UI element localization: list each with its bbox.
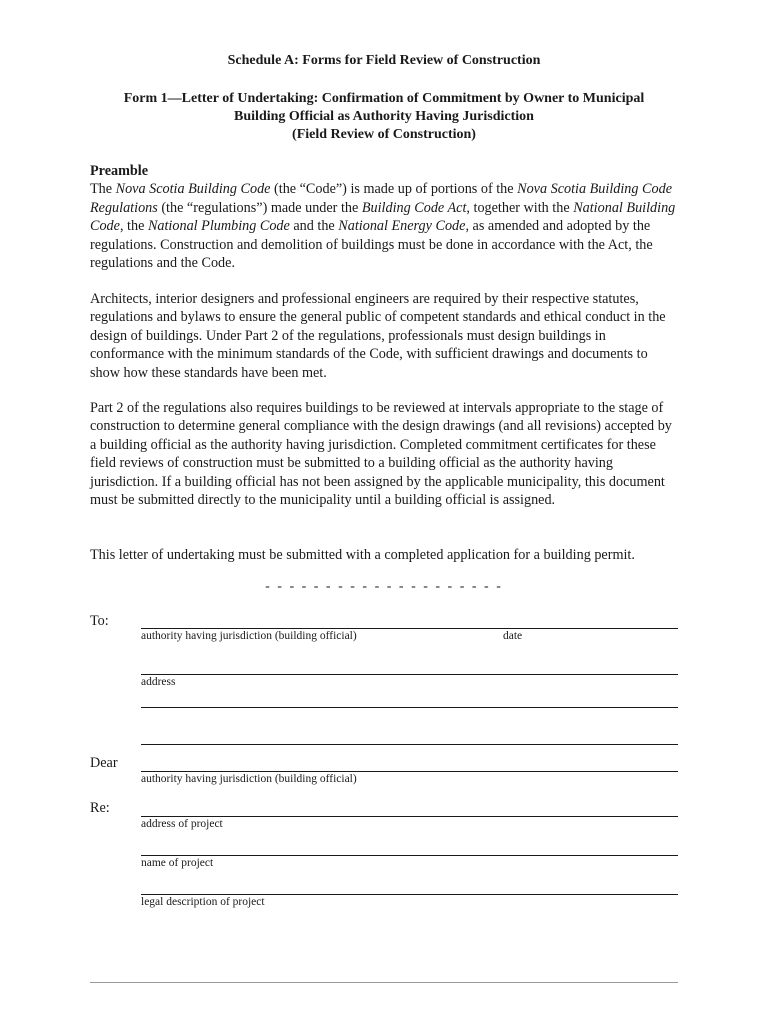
project-name-caption: name of project (141, 857, 214, 869)
form-title-line-3: (Field Review of Construction) (292, 127, 476, 142)
text-run: The (90, 181, 116, 198)
to-label: To: (90, 613, 109, 629)
italic-citation: National Building Code (90, 199, 676, 235)
footer-divider (90, 982, 678, 983)
text-run: , together with the (466, 199, 574, 216)
address-line-3-field[interactable] (141, 744, 678, 745)
italic-citation: National Plumbing Code (147, 218, 290, 235)
dear-authority-field[interactable] (141, 771, 678, 772)
preamble-paragraph-3: Part 2 of the regulations also requires buildings to be reviewed at intervals appropriate to the stage of construction to determine general compliance with the design drawings (and all revisions) accepted by a building official as the authority having jurisdiction. Completed commitment certificates for these field reviews of construction must be submitted to a building official as the authority having jurisdiction. If a building official has not been assigned by the applicable municipality, this document must be submitted directly to the municipality until a building official is assigned. (90, 400, 672, 509)
legal-description-field[interactable] (141, 894, 678, 895)
text-run: (the “Code”) is made up of portions of the (270, 181, 518, 198)
project-name-field[interactable] (141, 855, 678, 856)
project-address-field[interactable] (141, 816, 678, 817)
preamble-paragraph-4: This letter of undertaking must be submitted with a completed application for a building permit. (90, 547, 635, 563)
address-line-2-field[interactable] (141, 707, 678, 708)
text-run: , the (119, 218, 148, 235)
section-separator: - - - - - - - - - - - - - - - - - - - - (265, 579, 503, 594)
form-title-line-2: Building Official as Authority Having Jurisdiction (234, 109, 534, 124)
text-run: and the (289, 218, 339, 235)
text-run: , as amended and adopted by the regulations. Construction and demolition of buildings must be done in accordance with the Act, the regulations and the Code. (90, 218, 653, 272)
italic-citation: National Energy Code (338, 218, 466, 235)
preamble-paragraph-1 (90, 162, 678, 272)
to-authority-date-field[interactable] (141, 628, 678, 629)
re-label: Re: (90, 800, 110, 816)
preamble-heading: Preamble (90, 163, 149, 179)
legal-description-caption: legal description of project (141, 896, 265, 908)
project-address-caption: address of project (141, 818, 223, 830)
form-title-line-1: Form 1—Letter of Undertaking: Confirmation of Commitment by Owner to Municipal (123, 91, 645, 106)
italic-citation: Nova Scotia Building Code Regulations (90, 181, 672, 216)
preamble-paragraph-2: Architects, interior designers and professional engineers are required by their respective statutes, regulations and bylaws to ensure the general public of competent standards and ethical conduct in the design of buildings. Under Part 2 of the regulations, professionals must design buildings in conformance with the minimum standards of the Code, with sufficient drawings and documents to show how these standards have been met. (90, 291, 666, 381)
address-caption: address (141, 676, 176, 688)
italic-citation: Building Code Act (361, 199, 467, 216)
address-field[interactable] (141, 674, 678, 675)
date-caption: date (503, 630, 523, 642)
schedule-title: Schedule A: Forms for Field Review of Construction (227, 53, 541, 68)
to-authority-caption: authority having jurisdiction (building official) (141, 630, 357, 642)
italic-citation: Nova Scotia Building Code (115, 181, 271, 198)
dear-authority-caption: authority having jurisdiction (building official) (141, 773, 357, 785)
dear-label: Dear (90, 755, 118, 771)
text-run: (the “regulations”) made under the (157, 199, 362, 216)
